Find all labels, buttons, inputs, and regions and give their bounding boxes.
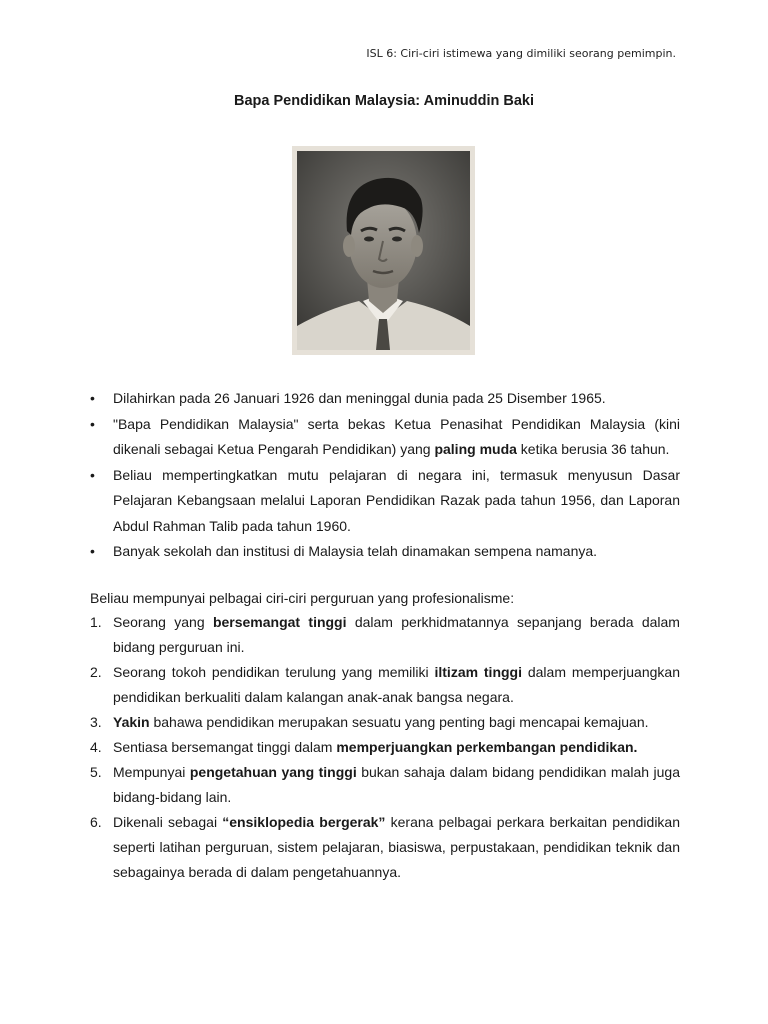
list-item: • Beliau mempertingkatkan mutu pelajaran di negara ini, termasuk menyusun Dasar Pelajaran Kebangsaan melalui Laporan Pendidikan Razak pada tahun 1956, dan Laporan Abdul Rahman Talib pada tahun 1960. (90, 463, 680, 540)
list-item: 1. Seorang yang bersemangat tinggi dalam perkhidmatannya sepanjang berada dalam bidang perguruan ini. (90, 614, 680, 655)
list-item: 3. Yakin bahawa pendidikan merupakan sesuatu yang penting bagi mencapai kemajuan. (90, 714, 649, 730)
traits-intro: Beliau mempunyai pelbagai ciri-ciri perguruan yang profesionalisme: (90, 590, 515, 606)
list-item: 2. Seorang tokoh pendidikan terulung yang memiliki iltizam tinggi dalam memperjuangkan pendidikan berkualiti dalam kalangan anak-anak bangsa negara. (90, 664, 680, 705)
list-item: 5. Mempunyai pengetahuan yang tinggi bukan sahaja dalam bidang pendidikan malah juga bidang-bidang lain. (90, 764, 680, 805)
list-item: • Dilahirkan pada 26 Januari 1926 dan meninggal dunia pada 25 Disember 1965. (90, 386, 680, 412)
list-item: • Banyak sekolah dan institusi di Malaysia telah dinamakan sempena namanya. (90, 539, 680, 565)
page-header: ISL 6: Ciri-ciri istimewa yang dimiliki seorang pemimpin. (366, 47, 676, 60)
list-item: 6. Dikenali sebagai “ensiklopedia bergerak” kerana pelbagai perkara berkaitan pendidikan seperti latihan perguruan, sistem pelajaran, biasiswa, perpustakaan, pendidikan teknik dan sebagainya berada di dalam pengetahuannya. (90, 814, 681, 880)
list-item: • "Bapa Pendidikan Malaysia" serta bekas Ketua Penasihat Pendidikan Malaysia (kini dikenali sebagai Ketua Pengarah Pendidikan) yang paling muda ketika berusia 36 tahun. (90, 412, 680, 463)
list-item: 4. Sentiasa bersemangat tinggi dalam memperjuangkan perkembangan pendidikan. (90, 739, 638, 755)
biography-bullet-list (90, 386, 680, 565)
portrait-photo (292, 146, 475, 355)
page-title: Bapa Pendidikan Malaysia: Aminuddin Baki (233, 93, 534, 109)
traits-numbered-list (90, 610, 680, 885)
